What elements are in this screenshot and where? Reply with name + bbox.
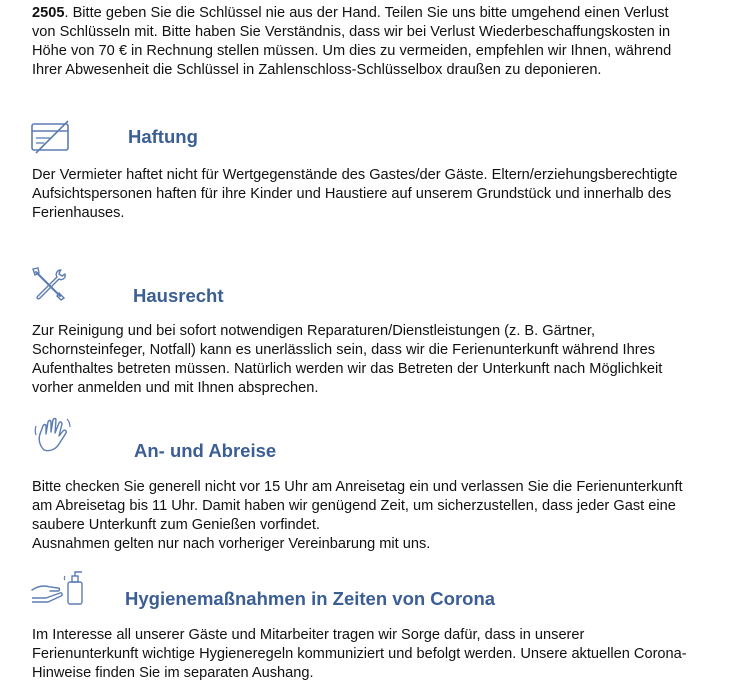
- hygiene-line-1: Im Interesse all unserer Gäste und Mitarbeiter tragen wir Sorge dafür, dass in unserer: [32, 627, 585, 643]
- intro-line-3: Höhe von 70 € in Rechnung stellen müssen. Um dies zu vermeiden, empfehlen wir Ihnen, während: [32, 43, 672, 59]
- section-body-haftung: [32, 166, 736, 223]
- abreise-line-4: Ausnahmen gelten nur nach vorheriger Vereinbarung mit uns.: [32, 536, 431, 552]
- abreise-line-1: Bitte checken Sie generell nicht vor 15 Uhr am Anreisetag ein und verlassen Sie die Ferienunterkunft: [32, 479, 683, 495]
- section-title-haftung: Haftung: [128, 126, 198, 147]
- intro-line-1: [32, 4, 736, 23]
- abreise-line-2: am Abreisetag bis 11 Uhr. Damit haben wir genügend Zeit, um sicherzustellen, dass jeder Gast eine: [32, 498, 676, 514]
- section-body-hygiene: [32, 626, 736, 683]
- haftung-line-1: Der Vermieter haftet nicht für Wertgegenstände des Gastes/der Gäste. Eltern/erziehungsberechtigte: [32, 167, 678, 183]
- haftung-line-3: Ferienhauses.: [32, 205, 125, 221]
- waving-hand-icon: [34, 416, 72, 454]
- section-title-hygiene: Hygienemaßnahmen in Zeiten von Corona: [125, 588, 496, 609]
- hausrecht-line-1: Zur Reinigung und bei sofort notwendigen Reparaturen/Dienstleistungen (z. B. Gärtner,: [32, 323, 595, 339]
- intro-line-1-text: . Bitte geben Sie die Schlüssel nie aus der Hand. Teilen Sie uns bitte umgehend einen Verlust: [64, 5, 669, 21]
- intro-line-2: von Schlüsseln mit. Bitte haben Sie Verständnis, dass wir bei Verlust Wiederbeschaffungskosten in: [32, 24, 671, 40]
- section-body-hausrecht: [32, 322, 736, 398]
- intro-bold-number: 2505: [32, 5, 65, 21]
- section-body-an-und-abreise: [32, 478, 736, 554]
- haftung-line-2: Aufsichtspersonen haften für ihre Kinder und Haustiere auf unserem Grundstück und innerhalb des: [32, 186, 672, 202]
- intro-line-4: Ihrer Abwesenheit die Schlüssel in Zahlenschloss-Schlüsselbox draußen zu deponieren.: [32, 62, 602, 78]
- abreise-line-3: saubere Unterkunft zum Genießen vorfindet.: [32, 517, 320, 533]
- section-title-an-und-abreise: An- und Abreise: [134, 440, 277, 461]
- hausrecht-line-4: vorher anmelden und mit Ihnen absprechen.: [32, 380, 319, 396]
- credit-card-icon: [30, 120, 72, 156]
- hand-sanitizer-icon: [30, 568, 88, 608]
- hausrecht-line-3: Aufenthaltes betreten müssen. Natürlich werden wir das Betreten der Unterkunft nach Möglichkeit: [32, 361, 663, 377]
- tools-icon: [30, 266, 68, 302]
- intro-paragraph: [32, 4, 736, 80]
- hygiene-line-3: Hinweise finden Sie im separaten Aushang.: [32, 665, 314, 681]
- section-title-hausrecht: Hausrecht: [133, 285, 224, 306]
- hausrecht-line-2: Schornsteinfeger, Notfall) kann es unerlässlich sein, dass wir die Ferienunterkunft während Ihres: [32, 342, 655, 358]
- hygiene-line-2: Ferienunterkunft wichtige Hygieneregeln kommuniziert und befolgt werden. Unsere aktuellen Corona-: [32, 646, 687, 662]
